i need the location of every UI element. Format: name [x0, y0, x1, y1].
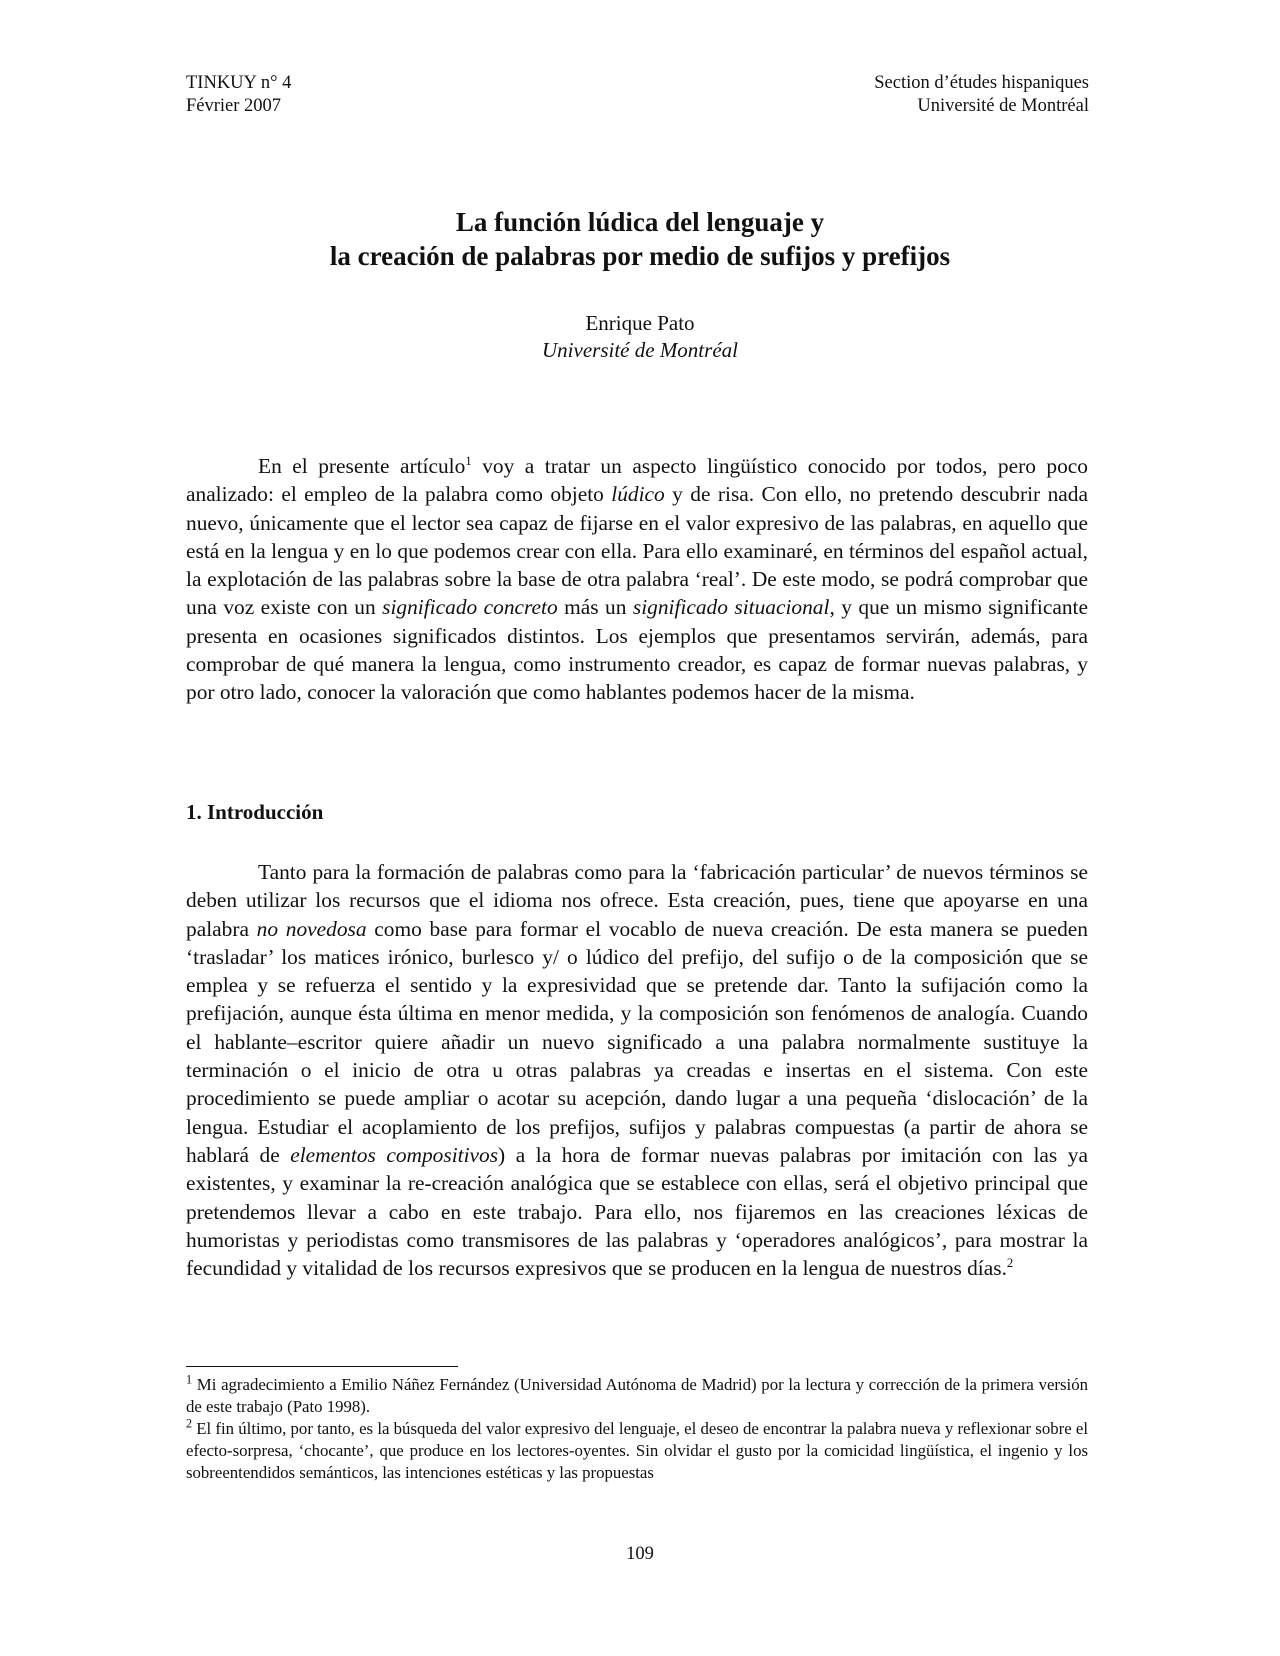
footnote-text: Mi agradecimiento a Emilio Náñez Fernández (Universidad Autónoma de Madrid) por la lectura y corrección de la primera versión de este trabajo (Pato 1998). [186, 1375, 1088, 1416]
abstract-text: más un [557, 595, 633, 620]
intro-paragraph [186, 858, 1088, 1282]
author-name: Enrique Pato [585, 311, 695, 335]
abstract-text: y de risa. Con ello, no pretendo descubrir nada nuevo, únicamente que el lector sea capaz de fijarse en el valor expresivo de las palabras, en aquello que está en la lengua y en lo que podemos crear con ella. Para ello examinaré, en términos del español actual, la explotación de las palabras sobre la base de otra palabra ‘real’. De este modo, se podrá comprobar que una voz existe con un [186, 482, 1088, 620]
section-name: Section d’études hispaniques [874, 73, 1089, 93]
intro-emphasis: elementos compositivos [290, 1142, 499, 1167]
footnote-ref-1[interactable]: 1 [465, 453, 472, 468]
title-line-1: La función lúdica del lenguaje y [455, 207, 825, 237]
intro-text: ) a la hora de formar nuevas palabras por imitación con las ya existentes, y examinar la re-creación analógica que se establece con ellas, será el objetivo principal que pretendemos llevar a cabo en este trabajo. Para ello, nos fijaremos en las creaciones léxicas de humoristas y periodistas como transmisores de las palabras y ‘operadores analógicos’, para mostrar la fecundidad y vitalidad de los recursos expresivos que se producen en la lengua de nuestros días. [186, 1142, 1088, 1281]
issue-date: Février 2007 [186, 96, 282, 116]
abstract-text: , y que un mismo significante presenta en ocasiones significados distintos. Los ejemplos que presentamos servirán, además, para comprobar de qué manera la lengua, como instrumento creador, es capaz de formar nuevas palabras, y por otro lado, conocer la valoración que como hablantes podemos hacer de la misma. [186, 595, 1088, 705]
section-heading: 1. Introducción [186, 800, 324, 824]
intro-text: Tanto para la formación de palabras como para la ‘fabricación particular’ de nuevos términos se deben utilizar los recursos que el idioma nos ofrece. Esta creación, pues, tiene que apoyarse en una palabra [186, 860, 1088, 941]
running-header-left [186, 72, 291, 118]
abstract-emphasis: lúdico [611, 482, 665, 507]
journal-name: TINKUY n° 4 [186, 73, 292, 93]
title-line-2: la creación de palabras por medio de sufijos y prefijos [329, 241, 951, 271]
author-affiliation: Université de Montréal [542, 338, 738, 362]
abstract-paragraph [186, 452, 1088, 707]
footnotes [186, 1374, 1088, 1484]
footnote-text: El fin último, por tanto, es la búsqueda del valor expresivo del lenguaje, el deseo de encontrar la palabra nueva y reflexionar sobre el efecto-sorpresa, ‘chocante’, que produce en los lectores-oyentes. Sin olvidar el gusto por la comicidad lingüística, el ingenio y los sobreentendidos semánticos, las intenciones estéticas y las propuestas [186, 1419, 1088, 1482]
footnote-number: 1 [186, 1372, 193, 1387]
footnote-number: 2 [186, 1416, 193, 1431]
article-title [0, 205, 1280, 273]
footnote-ref-2[interactable]: 2 [1006, 1256, 1014, 1271]
abstract-text: voy a tratar un aspecto lingüístico conocido por todos, pero poco analizado: el empleo de la palabra como objeto [186, 454, 1088, 507]
university-name: Université de Montréal [917, 96, 1089, 116]
author-block [0, 310, 1280, 364]
footnote-separator [186, 1366, 458, 1367]
intro-text: como base para formar el vocablo de nueva creación. De esta manera se pueden ‘trasladar’ los matices irónico, burlesco y/ o lúdico del prefijo, del sufijo o de la composición que se emplea y se refuerza el sentido y la expresividad que se pretende dar. Tanto la sufijación como la prefijación, aunque ésta última en menor medida, y la composición son fenómenos de analogía. Cuando el hablante–escritor quiere añadir un nuevo significado a una palabra normalmente sustituye la terminación o el inicio de otra u otras palabras ya creadas e insertas en el sistema. Con este procedimiento se puede ampliar o acotar su acepción, dando lugar a una pequeña ‘dislocación’ de la lengua. Estudiar el acoplamiento de los prefijos, sufijos y palabras compuestas (a partir de ahora se hablará de [186, 916, 1088, 1167]
running-header-right [874, 72, 1089, 118]
abstract-text: En el presente artículo [258, 454, 466, 478]
footnote-1 [186, 1374, 1088, 1418]
abstract-emphasis: significado situacional [632, 595, 830, 620]
intro-emphasis: no novedosa [256, 916, 367, 941]
abstract-emphasis: significado concreto [382, 595, 558, 620]
footnote-2 [186, 1418, 1088, 1484]
page-number: 109 [626, 1544, 654, 1564]
